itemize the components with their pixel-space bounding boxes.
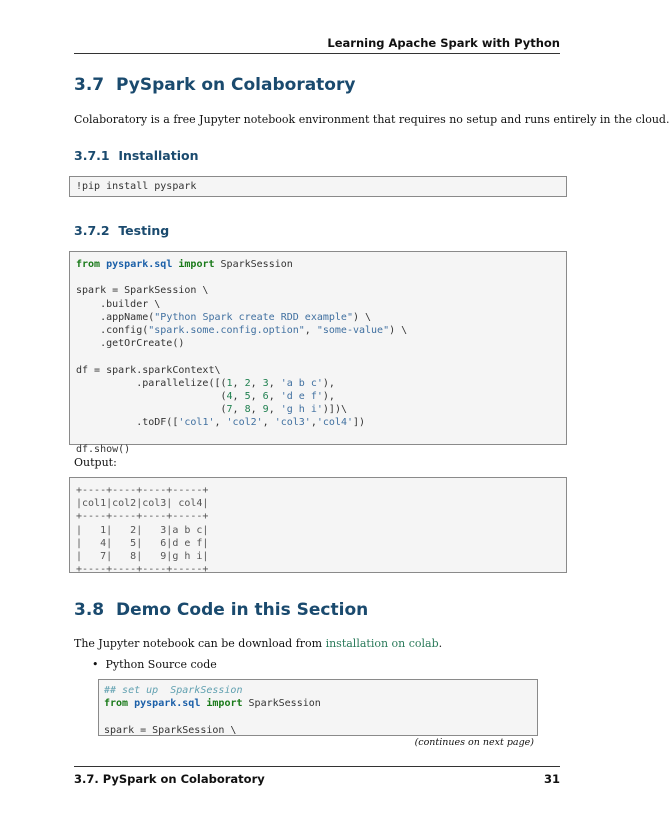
code-token: 'col3'	[274, 417, 311, 429]
code-token: "Python Spark create RDD example"	[154, 311, 353, 323]
code-line: spark = SparkSession \	[104, 724, 237, 736]
bullet-item: • Python Source code	[92, 658, 217, 671]
code-line	[76, 350, 560, 363]
section-number: 3.7	[74, 75, 105, 95]
code-line: .config("spark.some.config.option", "some-value") \	[76, 325, 408, 337]
code-token: 'col1'	[178, 417, 215, 429]
code-line: df = spark.sparkContext\	[76, 364, 221, 376]
install-code: !pip install pyspark	[76, 181, 197, 192]
code-token: 'd e f'	[280, 391, 323, 403]
section-3-7-heading	[74, 75, 355, 95]
code-token: 3	[262, 377, 269, 389]
code-token: 4	[226, 391, 233, 403]
section-number: 3.8	[74, 600, 105, 620]
section-title: Demo Code in this Section	[115, 600, 369, 620]
code-token: 7	[226, 404, 233, 416]
code-line: (4, 5, 6, 'd e f'),	[76, 391, 335, 403]
header-rule	[74, 53, 560, 54]
code-token: import	[206, 698, 243, 710]
output-line: | 1| 2| 3|a b c|	[76, 524, 209, 536]
subsection-title: Testing	[118, 223, 170, 238]
testing-code-block	[69, 251, 567, 455]
subsection-3-7-1-heading	[74, 148, 198, 163]
code-line: .getOrCreate()	[76, 338, 185, 350]
code-token: 2	[244, 377, 251, 389]
code-token: 5	[244, 391, 251, 403]
code-token: import	[178, 259, 215, 270]
output-line: +----+----+----+-----+	[76, 564, 209, 576]
subsection-title: Installation	[118, 148, 199, 163]
continues-note: (continues on next page)	[414, 737, 534, 748]
code-line: ## set up SparkSession	[104, 685, 243, 696]
subsection-number: 3.7.2	[74, 223, 110, 238]
intro-suffix: .	[438, 637, 443, 650]
section-3-8-heading	[74, 600, 368, 620]
demo-code-block	[98, 679, 538, 736]
code-token: pyspark.sql	[134, 698, 201, 710]
code-token: from	[104, 698, 129, 710]
output-label: Output:	[74, 456, 117, 469]
code-token: 9	[262, 404, 269, 416]
code-line	[76, 430, 560, 443]
code-line: from pyspark.sql import SparkSession	[104, 698, 321, 710]
section-title: PySpark on Colaboratory	[115, 75, 356, 95]
code-line: spark = SparkSession \	[76, 285, 209, 297]
code-line: .builder \	[76, 298, 161, 310]
footer-rule	[74, 766, 560, 767]
running-header: Learning Apache Spark with Python	[327, 36, 560, 50]
section-3-8-intro	[74, 637, 442, 650]
install-code-block	[69, 176, 567, 197]
intro-text: The Jupyter notebook can be download from	[74, 637, 326, 650]
code-token: 6	[262, 391, 269, 403]
output-line: +----+----+----+-----+	[76, 485, 209, 496]
code-token: 8	[244, 404, 251, 416]
subsection-number: 3.7.1	[74, 148, 110, 163]
page-number: 31	[543, 772, 560, 786]
code-token: pyspark.sql	[106, 259, 173, 270]
code-token: 'col2'	[226, 417, 263, 429]
section-3-7-intro: Colaboratory is a free Jupyter notebook environment that requires no setup and runs entirely in the cloud.	[74, 113, 669, 126]
subsection-3-7-2-heading	[74, 223, 169, 238]
code-line: .parallelize([(1, 2, 3, 'a b c'),	[76, 377, 335, 389]
output-line: | 4| 5| 6|d e f|	[76, 537, 209, 549]
code-line: .toDF(['col1', 'col2', 'col3','col4'])	[76, 417, 366, 429]
code-token: 'a b c'	[280, 377, 323, 389]
code-line: from pyspark.sql import SparkSession	[76, 259, 293, 270]
code-token: "some-value"	[316, 325, 390, 337]
code-line	[76, 271, 560, 284]
footer-section: 3.7. PySpark on Colaboratory	[74, 772, 265, 786]
output-block	[69, 477, 567, 576]
bullet-text: Python Source code	[105, 658, 217, 671]
code-token: 'g h i'	[280, 404, 323, 416]
code-token: from	[76, 259, 101, 270]
code-line: df.show()	[76, 443, 131, 455]
code-token: 1	[226, 377, 233, 389]
output-line: |col1|col2|col3| col4|	[76, 498, 209, 510]
output-line: | 7| 8| 9|g h i|	[76, 551, 209, 563]
code-line: .appName("Python Spark create RDD example") \	[76, 311, 372, 323]
output-line: +----+----+----+-----+	[76, 511, 209, 523]
code-token: 'col4'	[316, 417, 353, 429]
code-line: (7, 8, 9, 'g h i')])\	[76, 404, 347, 416]
code-line	[104, 710, 532, 723]
code-token: "spark.some.config.option"	[148, 325, 305, 337]
installation-on-colab-link[interactable]: installation on colab	[325, 637, 439, 650]
